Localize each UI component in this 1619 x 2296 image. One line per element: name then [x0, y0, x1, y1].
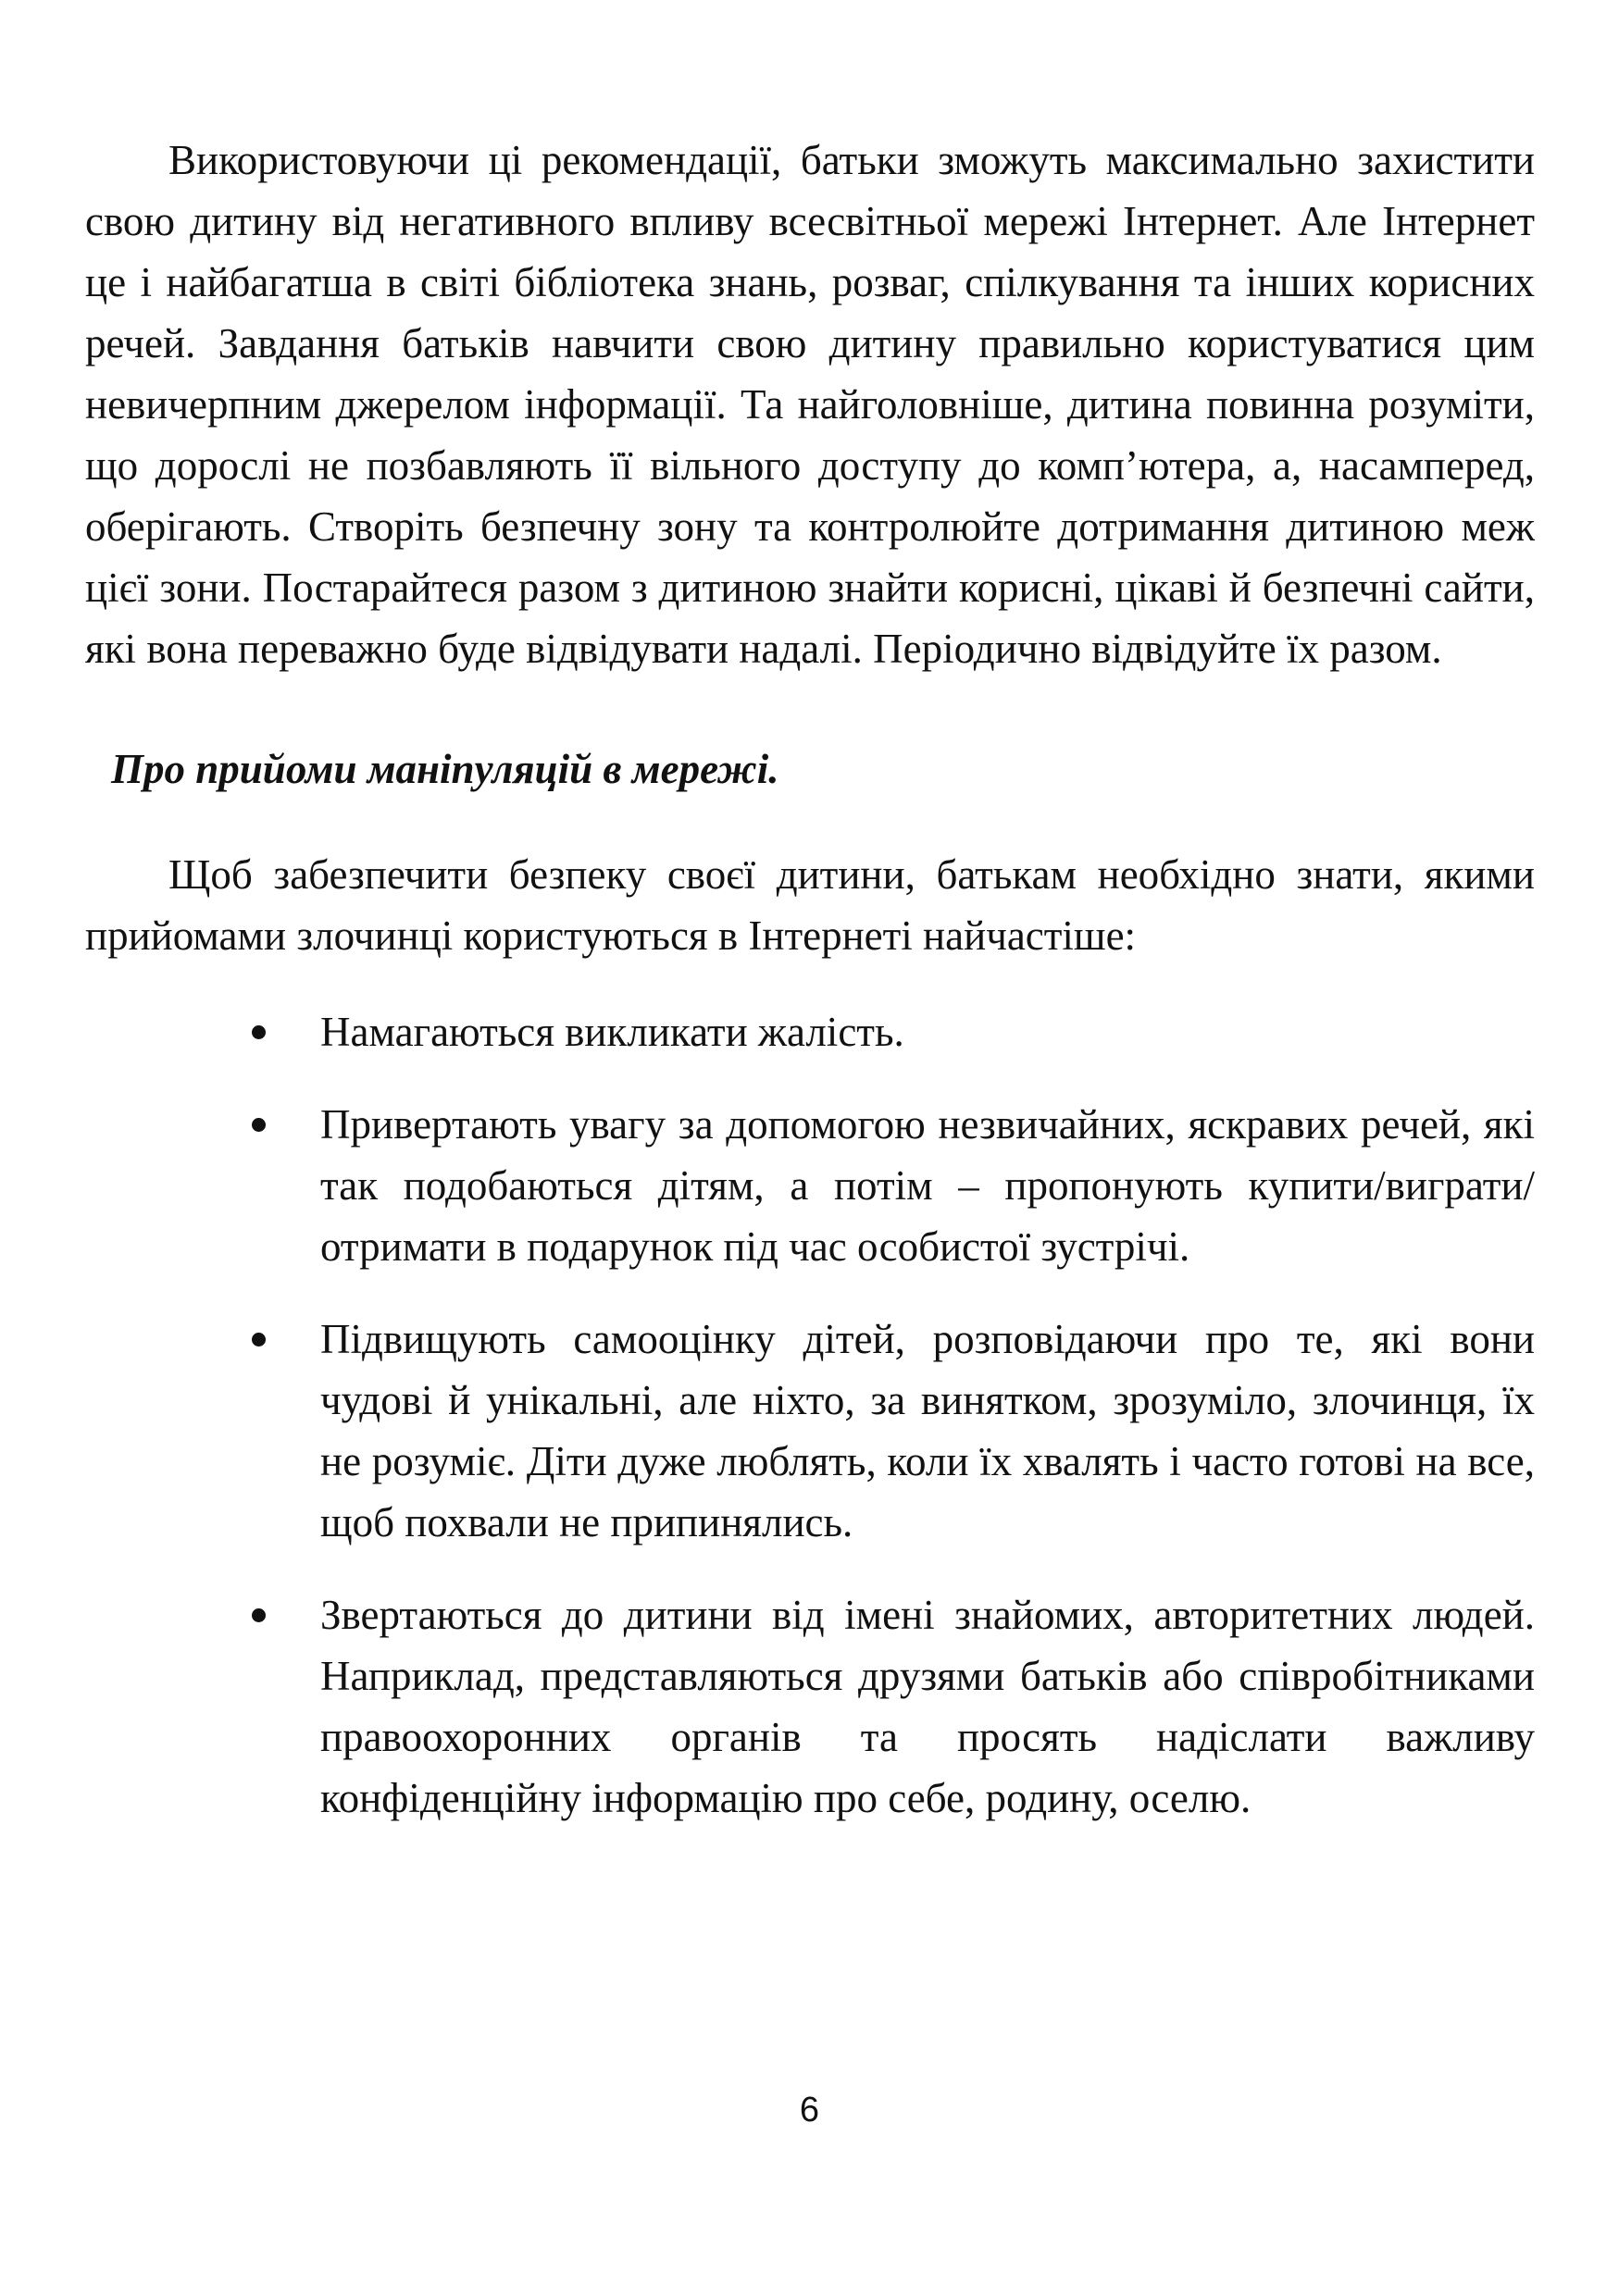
list-item	[85, 1094, 1535, 1277]
list-item-text: Привертають увагу за допомогою незвичайних, яскравих речей, які так подобаються дітям, а потім – пропонують купити/виграти/отримати в подарунок під час особистої зустрічі.	[320, 1101, 1535, 1270]
bullet-icon	[252, 1025, 266, 1039]
bullet-icon	[252, 1608, 266, 1622]
list-item-text: Намагаються викликати жалість.	[320, 1009, 904, 1055]
section-heading: Про прийоми маніпуляцій в мережі.	[111, 746, 779, 792]
page-number: 6	[799, 2091, 820, 2129]
document-page	[85, 130, 1535, 1860]
bullet-icon	[252, 1333, 266, 1347]
section-intro-paragraph: Щоб забезпечити безпеку своєї дитини, батькам необхідно знати, якими прийомами злочинці користуються в Інтернеті найчастіше:	[85, 851, 1535, 959]
list-item	[85, 1584, 1535, 1829]
list-item	[85, 1309, 1535, 1553]
bullet-icon	[252, 1118, 266, 1132]
manipulation-tactics-list	[85, 1001, 1535, 1829]
intro-paragraph: Використовуючи ці рекомендації, батьки зможуть максимально захистити свою дитину від негативного впливу всесвітньої мережі Інтернет. Але Інтернет це і найбагатша в світі бібліотека знань, розваг, спілкування та інших корисних речей. Завдання батьків навчити свою дитину правильно користуватися цим невичерпним джерелом інформації. Та найголовніше, дитина повинна розуміти, що дорослі не позбавляють її вільного доступу до комп’ютера, а, насамперед, оберігають. Створіть безпечну зону та контролюйте дотримання дитиною меж цієї зони. Постарайтеся разом з дитиною знайти корисні, цікаві й безпечні сайти, які вона переважно буде відвідувати надалі. Періодично відвідуйте їх разом.	[85, 137, 1535, 672]
list-item	[85, 1001, 1535, 1062]
list-item-text: Підвищують самооцінку дітей, розповідаючи про те, які вони чудові й унікальні, але ніхто, за винятком, зрозуміло, злочинця, їх не розуміє. Діти дуже люблять, коли їх хвалять і часто готові на все, щоб похвали не припинялись.	[320, 1316, 1535, 1545]
list-item-text: Звертаються до дитини від імені знайомих, авторитетних людей. Наприклад, представляються друзями батьків або співробітниками правоохоронних органів та просять надіслати важливу конфіденційну інформацію про себе, родину, оселю.	[320, 1592, 1535, 1821]
